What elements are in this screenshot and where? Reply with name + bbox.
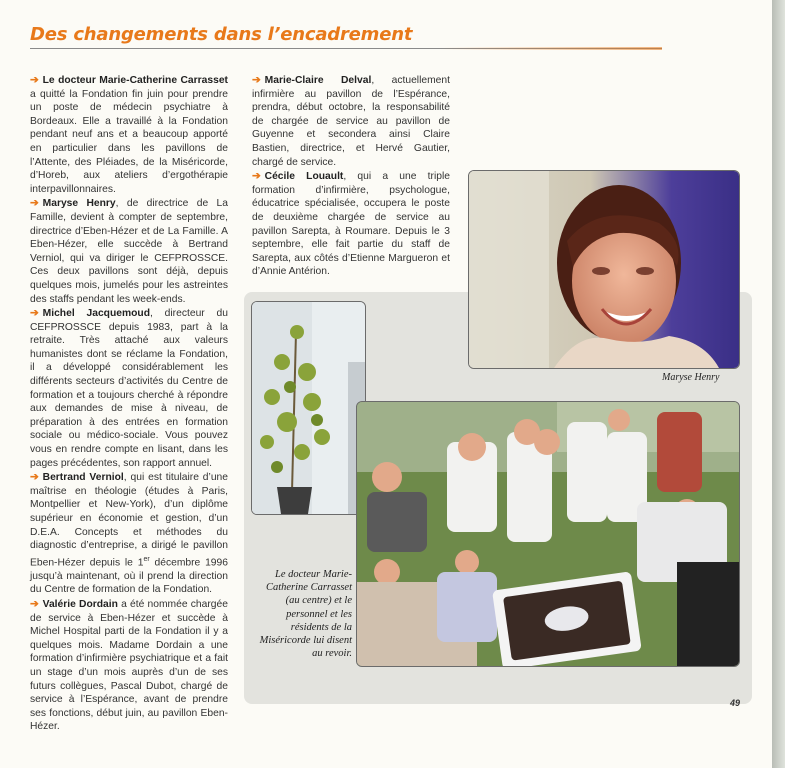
title-rule-accent <box>440 47 662 50</box>
group-image <box>357 402 739 666</box>
person-name: Maryse Henry <box>42 198 116 210</box>
caption-group-photo: Le docteur Marie-Catherine Carrasset (au centre) et le personnel et les résidents de la Miséricorde lui disent au revoir. <box>259 569 352 660</box>
arrow-icon: ➔ <box>30 598 39 610</box>
paragraph-text: a été nommée chargée de service à Eben-Hézer et succède à Michel Hospital parti de la Fondation il y a quelques mois. Madame Dordain a une formation d’infirmière psychiatrique et a fait un stage d’un mois auprès d’un de ses futurs collègues, Pascal Dubot, chargé de service à l’Espérance, avant de prendre ses fonctions, début juin, au pavillon Eben-Hézer. <box>30 598 228 733</box>
paragraph-louault <box>252 170 450 279</box>
paragraph-text: , qui a une triple formation d’infirmière, psychologue, éducatrice spécialisée, occupera le poste de deuxième chargée de service au pavillon Sarepta, à Roumare. Depuis le 3 septembre, elle fait partie du staff de Sarepta, aux côtés d’Etienne Margueron et d’Annie Antérion. <box>252 171 450 278</box>
paragraph-dordain <box>30 598 228 734</box>
right-column <box>252 74 450 280</box>
paragraph-text: décembre 1996 jusqu’à maintenant, où il prend la direction du Centre de formation de la Fondation. <box>30 557 228 596</box>
paragraph-text: , directeur du CEFPROSSCE depuis 1983, part à la retraite. Très attaché aux valeurs humanistes dont se réclame la Fondation, il a développé considérablement les différents secteurs d’activités du Centre de formation et a toujours cherché à répondre aux demandes de mise à niveau, de préparation à des entrées en formation sociale ou médico-sociale. Vous pouvez vous en rendre compte en lisant, dans les pages précédentes, son rapport annuel. <box>30 308 228 469</box>
plant-image <box>252 302 365 514</box>
photo-maryse-henry <box>468 170 740 369</box>
person-name: Michel Jacquemoud <box>42 308 150 320</box>
portrait-image <box>469 171 739 368</box>
paragraph-henry <box>30 197 228 306</box>
paragraph-text: , actuellement infirmière au pavillon de l’Espérance, prendra, début octobre, la responsabilité de chargée de service au pavillon de Guyenne et secondera ainsi Claire Bastien, directrice, et Hervé Gautier, chargé de service. <box>252 75 450 168</box>
person-name: Cécile Louault <box>264 171 344 183</box>
page-title: Des changements dans l’encadrement <box>30 24 413 45</box>
arrow-icon: ➔ <box>30 198 39 210</box>
arrow-icon: ➔ <box>30 472 39 484</box>
paragraph-text: , de directrice de La Famille, devient à compter de septembre, directrice d’Eben-Hézer et de La Famille. A Eben-Hézer, elle succède à Bertrand Verniol, qui va diriger le CEFPROSSCE. Ces deux pavillons sont déjà, depuis quelques mois, jumelés pour les astreintes des staffs pendant les week-ends. <box>30 198 228 305</box>
arrow-icon: ➔ <box>30 75 39 86</box>
arrow-icon: ➔ <box>30 308 39 320</box>
page-edge <box>772 0 785 768</box>
person-name: Bertrand Verniol <box>42 472 124 484</box>
paragraph-delval <box>252 74 450 169</box>
superscript: er <box>143 555 150 563</box>
paragraph-text: a quitté la Fondation fin juin pour prendre un poste de médecin psychiatre à Bordeaux. Elle a travaillé à la Fondation pendant neuf ans et a beaucoup apporté en particulier dans les pavillons de l’Attente, des Pléiades, de la Miséricorde, d’Horeb, aux ateliers d’ergothérapie interpavillonnaires. <box>30 88 228 195</box>
page-number: 49 <box>730 698 741 708</box>
paragraph-text: , qui est titulaire d’une maîtrise en théologie (études à Paris, Montpellier et New-York), d’un diplôme supérieur en économie et gestion, d’un D.E.A. Concepts et méthodes du diagnostic d’entreprise, a dirigé le pavillon Eben-Hézer depuis le 1 <box>30 472 228 569</box>
caption-maryse-henry: Maryse Henry <box>662 372 720 383</box>
paragraph-verniol <box>30 471 228 597</box>
person-name: Marie-Claire Delval <box>264 75 372 86</box>
person-name: Le docteur Marie-Catherine Carrasset <box>42 75 228 86</box>
photo-plant <box>251 301 366 515</box>
left-column <box>30 74 228 735</box>
paragraph-jacquemoud <box>30 307 228 470</box>
arrow-icon: ➔ <box>252 171 261 183</box>
photo-group <box>356 401 740 667</box>
paragraph-carrasset <box>30 74 228 196</box>
arrow-icon: ➔ <box>252 75 261 86</box>
person-name: Valérie Dordain <box>42 598 118 610</box>
